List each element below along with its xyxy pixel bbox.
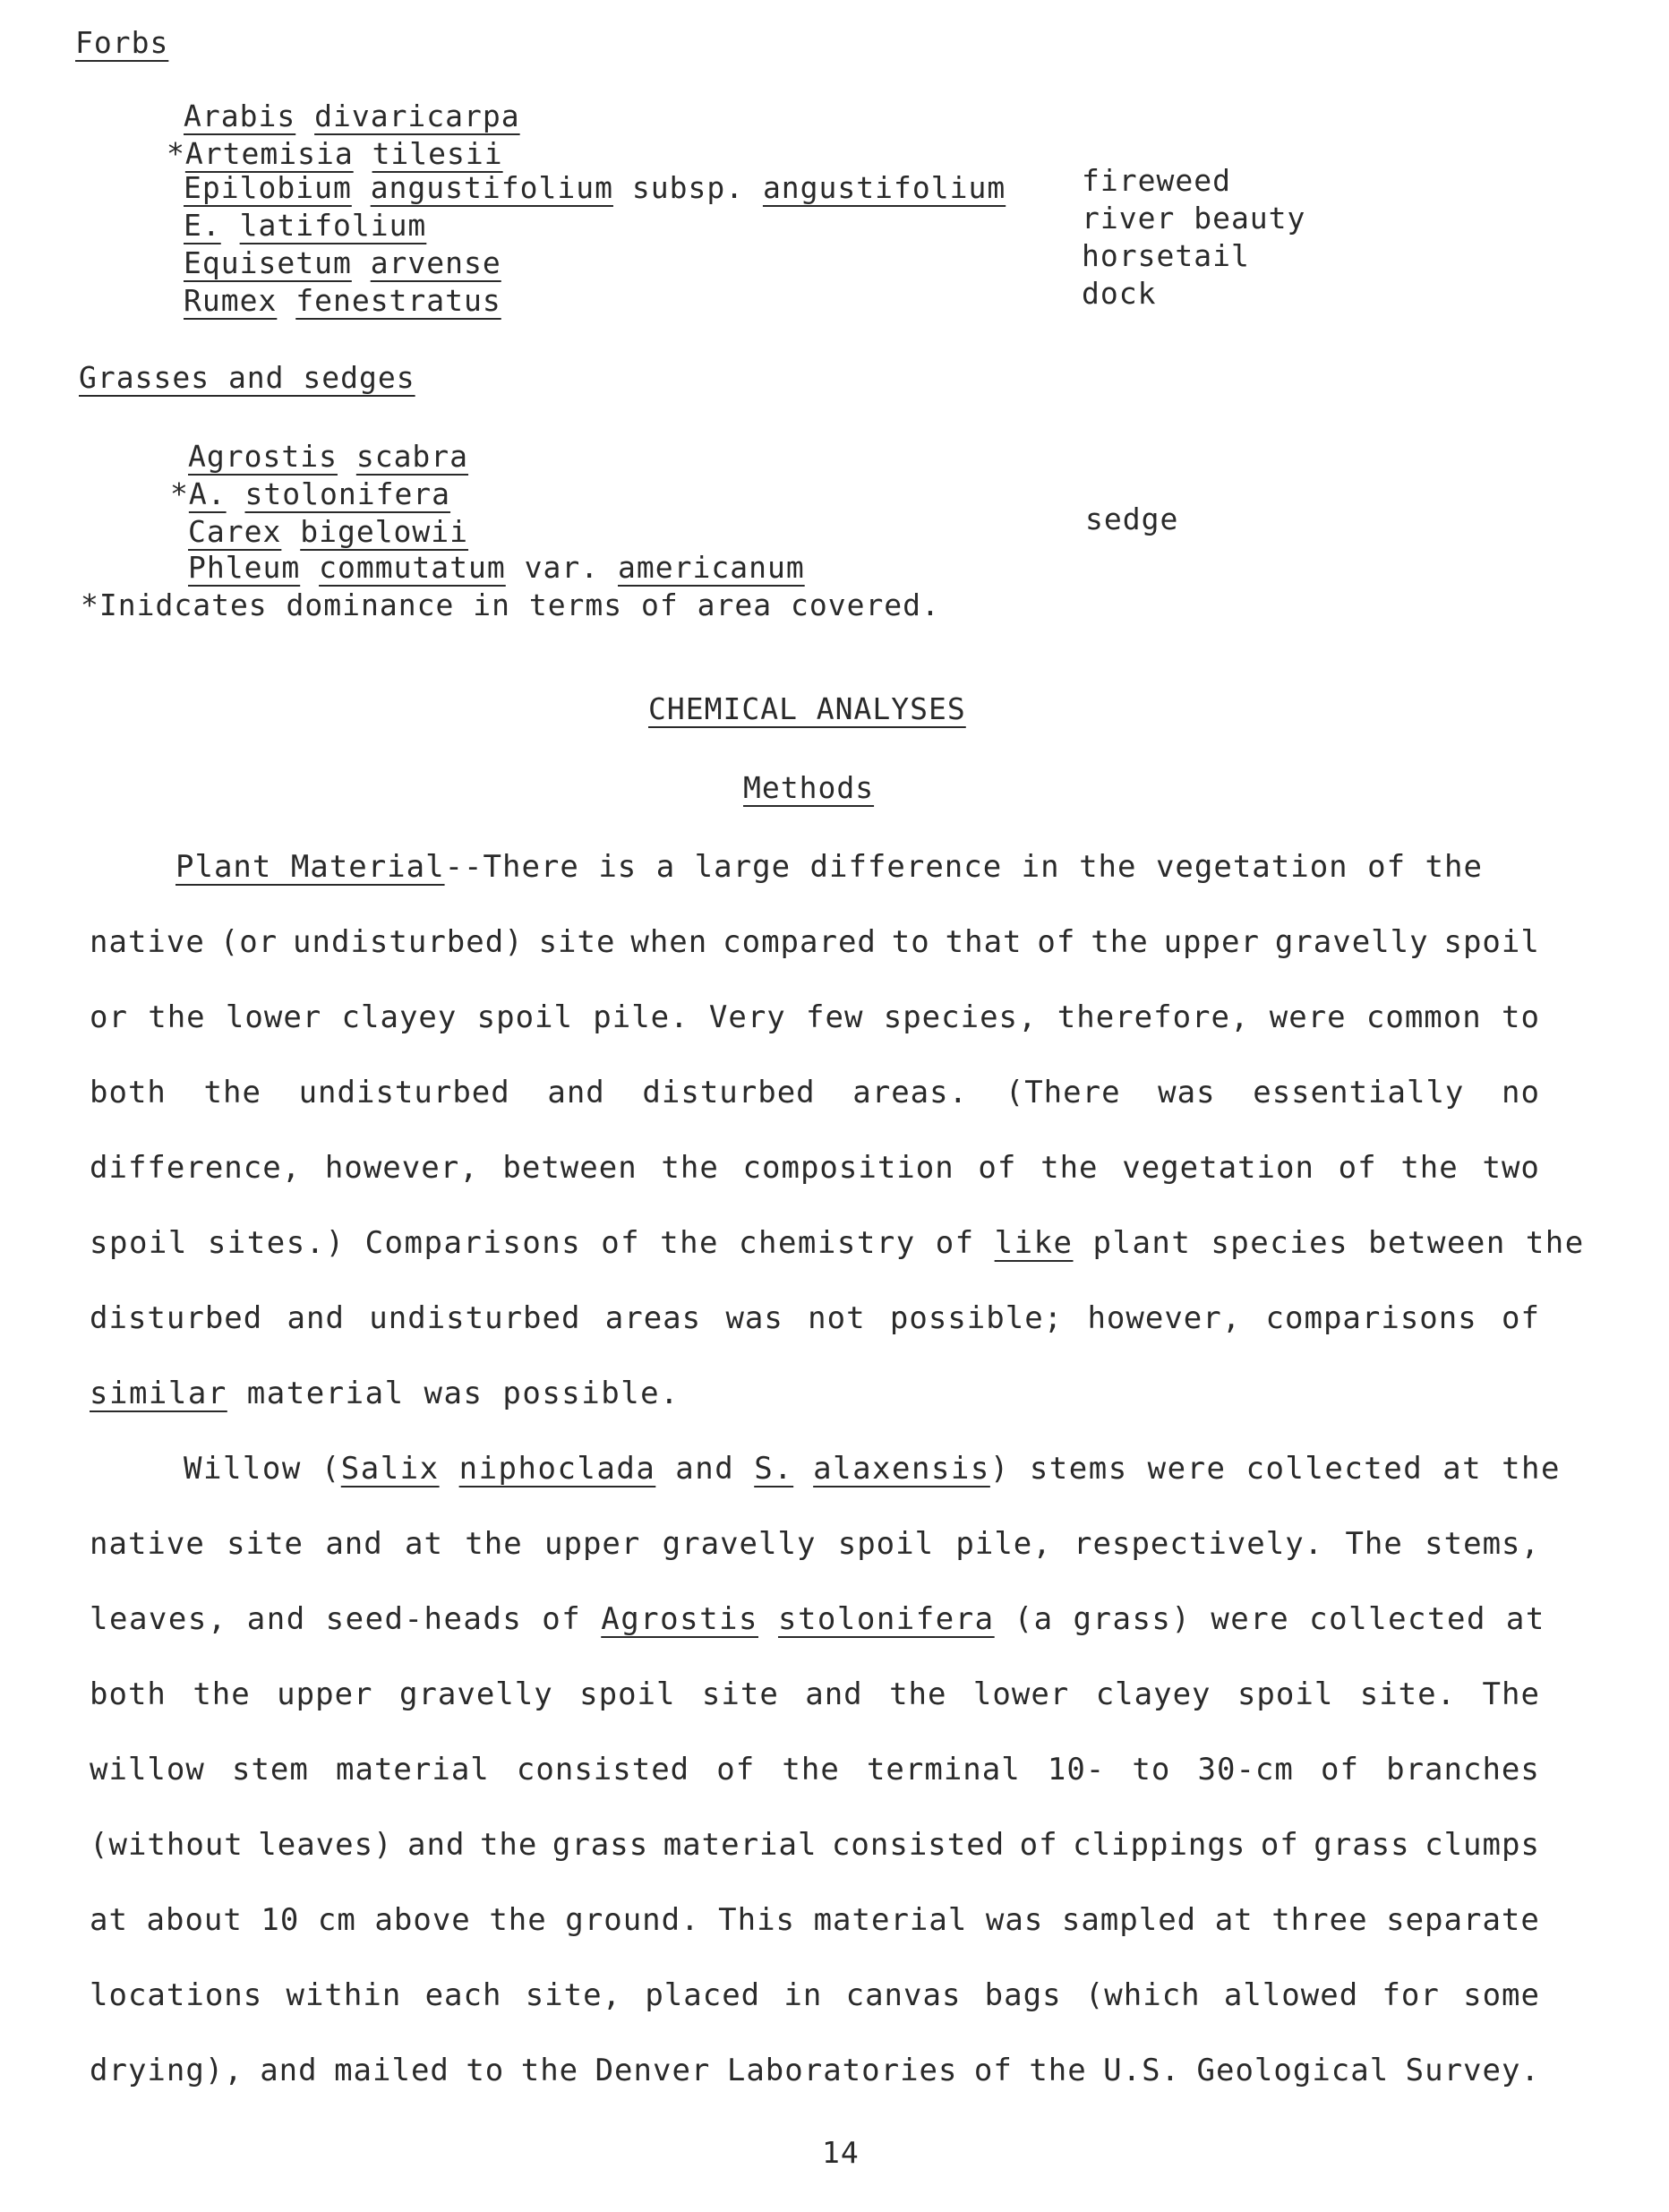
species-line: Rumex fenestratus <box>184 283 501 318</box>
paragraph-line: Plant Material--There is a large difference in the vegetation of the <box>175 849 1483 885</box>
paragraph-line: both the undisturbed and disturbed areas. (There was essentially no <box>90 1075 1540 1110</box>
species-line: *A. stolonifera <box>170 476 451 511</box>
paragraph-line: native (or undisturbed) site when compared to that of the upper gravelly spoil <box>90 924 1540 960</box>
paragraph-line: disturbed and undisturbed areas was not possible; however, comparisons of <box>90 1300 1540 1336</box>
species-line: Equisetum arvense <box>184 245 501 280</box>
paragraph-line: drying), and mailed to the Denver Laboratories of the U.S. Geological Survey. <box>90 2053 1540 2088</box>
paragraph-line: willow stem material consisted of the terminal 10- to 30-cm of branches <box>90 1752 1540 1788</box>
forbs-heading: Forbs <box>75 25 169 60</box>
paragraph-line: locations within each site, placed in canvas bags (which allowed for some <box>90 1977 1540 2013</box>
section-title: CHEMICAL ANALYSES <box>648 691 966 726</box>
paragraph-line: spoil sites.) Comparisons of the chemistry of like plant species between the <box>90 1225 1585 1261</box>
common-name: river beauty <box>1082 201 1306 236</box>
section-subtitle: Methods <box>743 770 875 805</box>
paragraph-line: difference, however, between the composition of the vegetation of the two <box>90 1150 1540 1186</box>
species-line: Agrostis scabra <box>188 439 469 474</box>
paragraph-line: (without leaves) and the grass material consisted of clippings of grass clumps <box>90 1827 1540 1863</box>
species-line: Epilobium angustifolium subsp. angustifolium <box>184 170 1006 205</box>
paragraph-line: native site and at the upper gravelly spoil pile, respectively. The stems, <box>90 1526 1540 1562</box>
paragraph-line: both the upper gravelly spoil site and the lower clayey spoil site. The <box>90 1676 1540 1712</box>
common-name: fireweed <box>1082 163 1231 198</box>
species-line: Phleum commutatum var. americanum <box>188 550 805 585</box>
species-line: Arabis divaricarpa <box>184 99 520 133</box>
species-line: E. latifolium <box>184 208 427 243</box>
paragraph-line: leaves, and seed-heads of Agrostis stolonifera (a grass) were collected at <box>90 1601 1545 1637</box>
page-number: 14 <box>822 2135 860 2170</box>
common-name: horsetail <box>1082 238 1250 273</box>
paragraph-line: at about 10 cm above the ground. This material was sampled at three separate <box>90 1902 1540 1938</box>
paragraph-line: Willow (Salix niphoclada and S. alaxensis) stems were collected at the <box>184 1451 1561 1487</box>
footnote: *Inidcates dominance in terms of area covered. <box>81 587 940 622</box>
paragraph-line: or the lower clayey spoil pile. Very few species, therefore, were common to <box>90 999 1540 1035</box>
common-name: dock <box>1082 276 1157 311</box>
paragraph-line: similar material was possible. <box>90 1376 680 1411</box>
species-line: *Artemisia tilesii <box>167 136 503 171</box>
species-line: Carex bigelowii <box>188 514 469 549</box>
common-name: sedge <box>1085 502 1179 536</box>
grasses-heading: Grasses and sedges <box>79 360 415 395</box>
